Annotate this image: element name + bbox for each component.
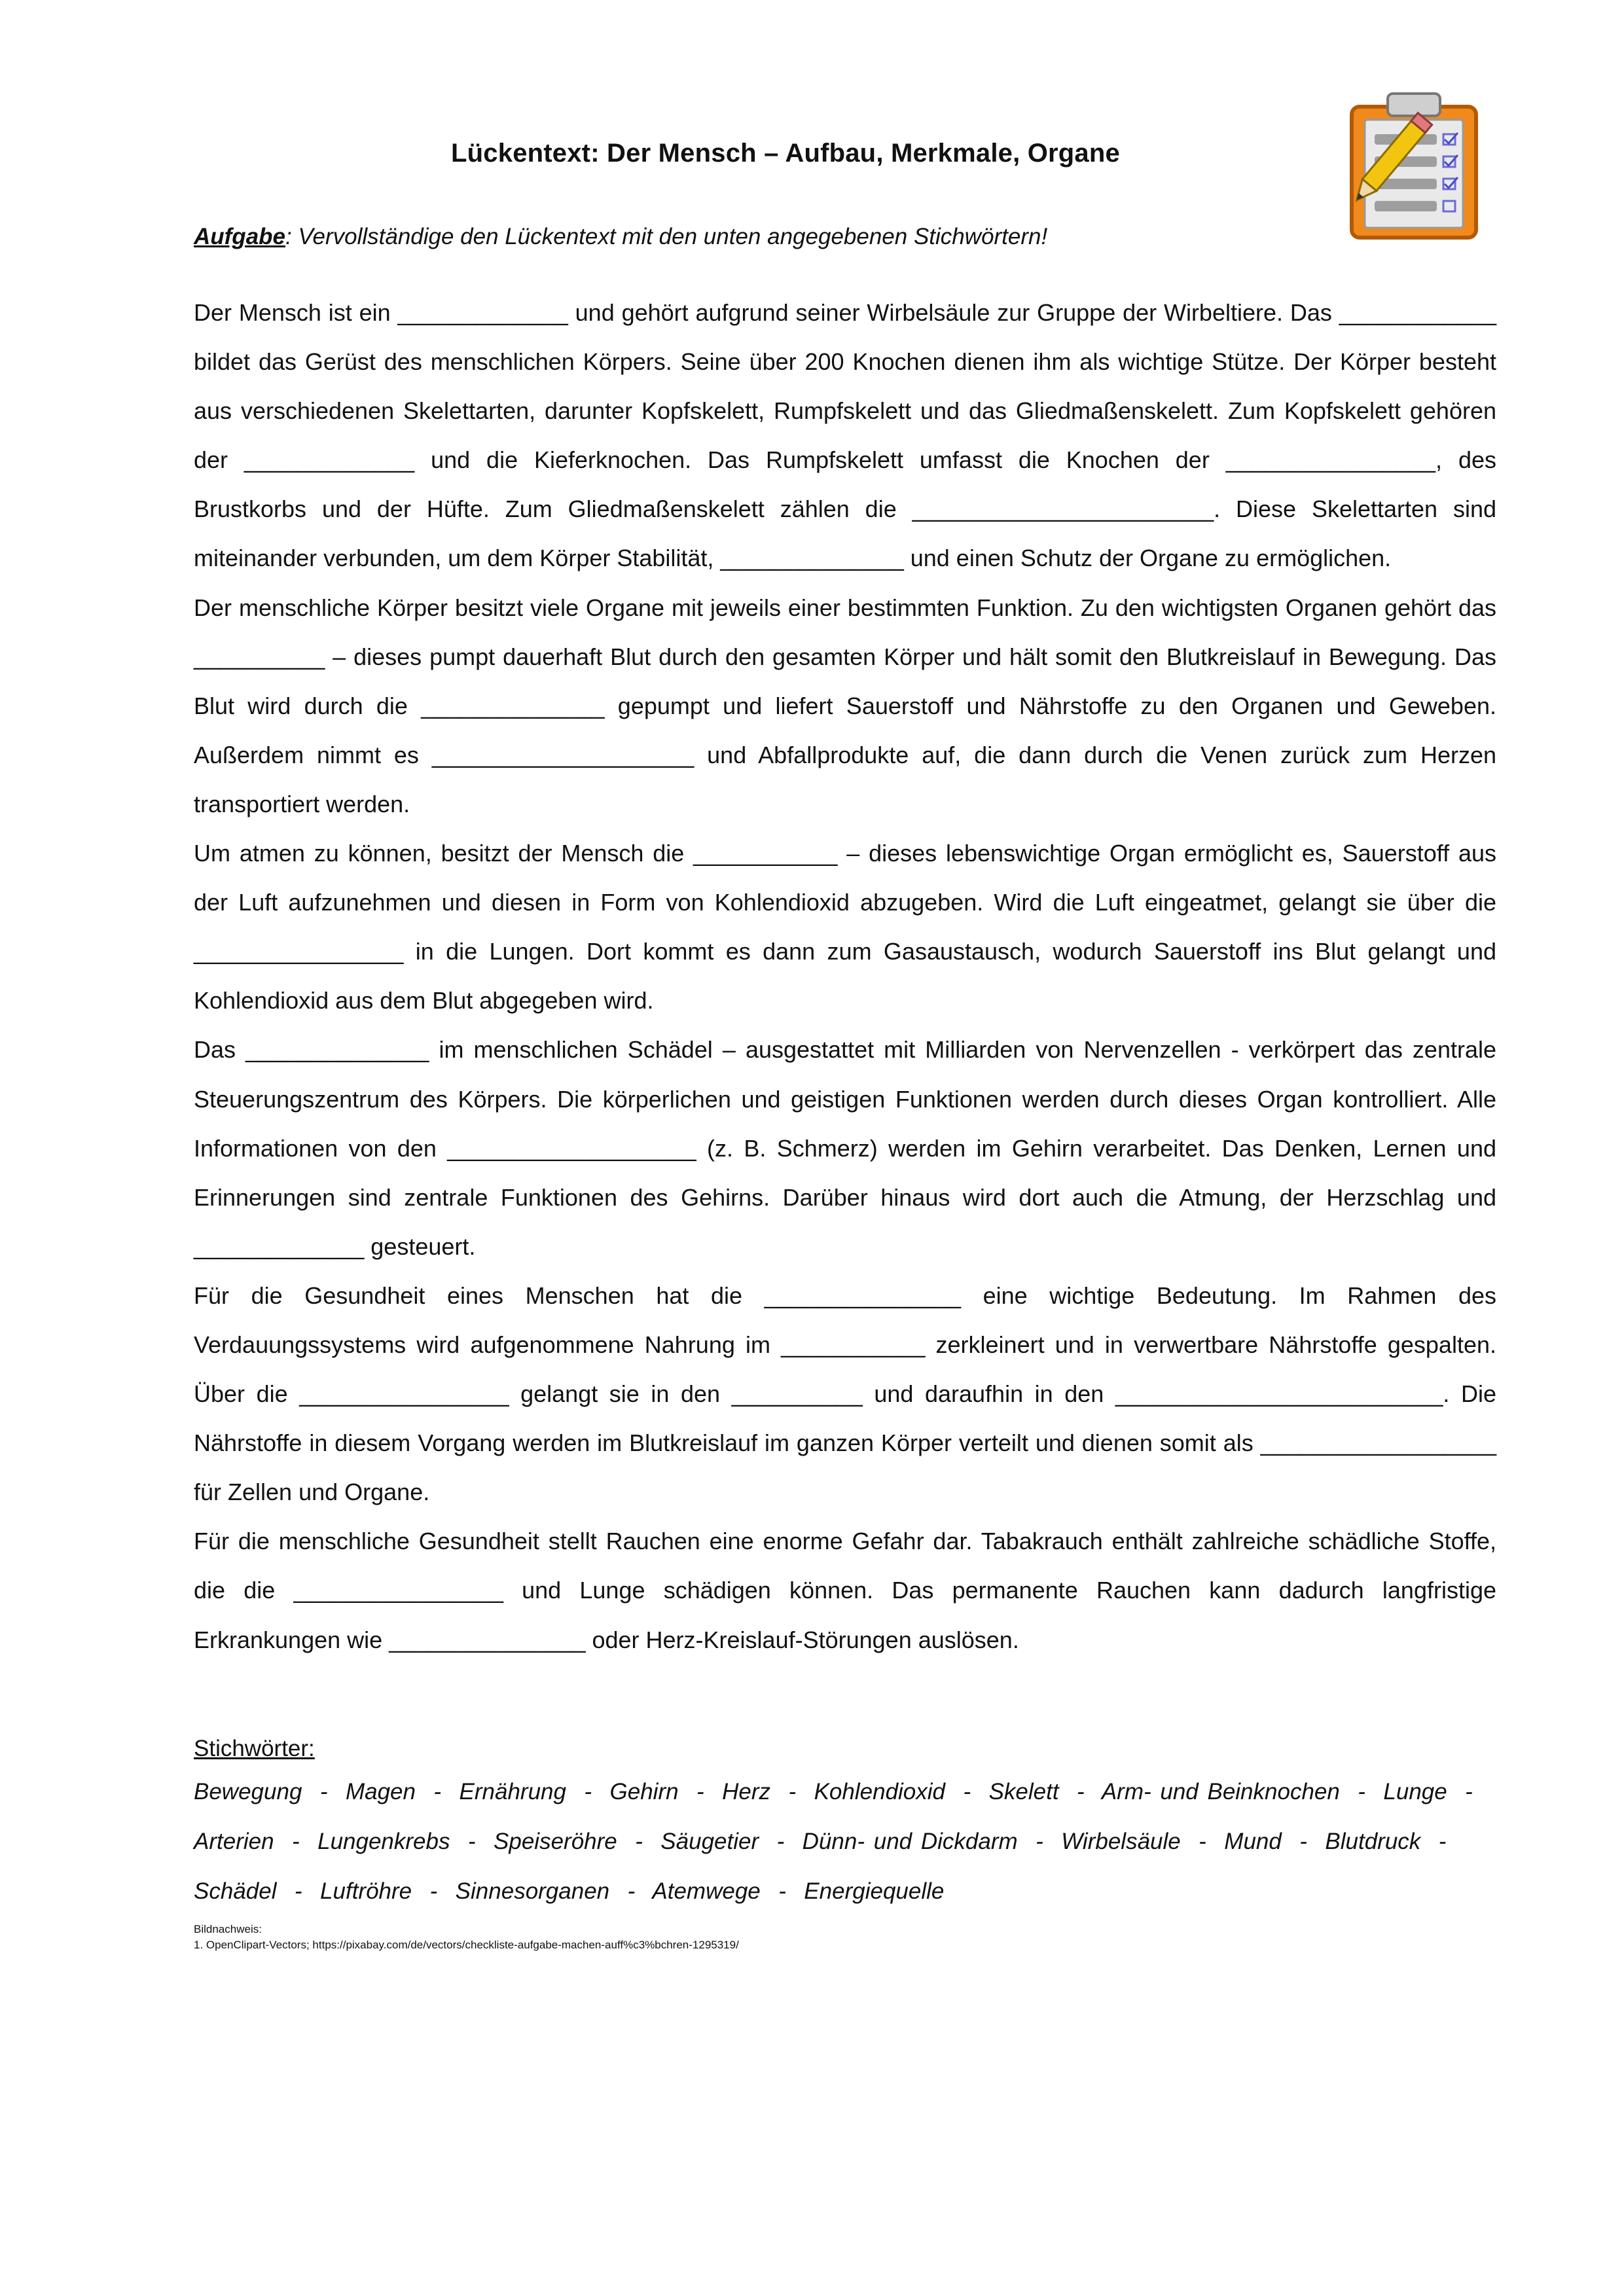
paragraph-heart: Der menschliche Körper besitzt viele Organe mit jeweils einer bestimmten Funktion. Zu den wichtigsten Organen gehört das __________ – dieses pumpt dauerhaft Blut durch den gesamten Körper und hält somit den Blutkreislauf in Bewegung. Das Blut wird durch die ______________ gepumpt und liefert Sauerstoff und Nährstoffe zu den Organen und Geweben. Außerdem nimmt es ____________________ und Abfallprodukte auf, die dann durch die Venen zurück zum Herzen transportiert werden. [194,594,1496,817]
clipboard-checklist-pencil-icon [1345,88,1496,242]
paragraph-brain: Das ______________ im menschlichen Schädel – ausgestattet mit Milliarden von Nervenzellen - verkörpert das zentrale Steuerungszentrum des Körpers. Die körperlichen und geistigen Funktionen werden durch dieses Organ kontrolliert. Alle Informationen von den ___________________ (z. B. Schmerz) werden im Gehirn verarbeitet. Das Denken, Lernen und Erinnerungen sind zentrale Funktionen des Gehirns. Darüber hinaus wird dort auch die Atmung, der Herzschlag und _____________ gesteuert. [194,1036,1496,1260]
paragraph-skeleton: Der Mensch ist ein _____________ und gehört aufgrund seiner Wirbelsäule zur Gruppe der Wirbeltiere. Das ____________ bildet das Gerüst des menschlichen Körpers. Seine über 200 Knochen dienen ihm als wichtige Stütze. Der Körper besteht aus verschiedenen Skelettarten, darunter Kopfskelett, Rumpfskelett und das Gliedmaßenskelett. Zum Kopfskelett gehören der _____________ und die Kieferknochen. Das Rumpfskelett umfasst die Knochen der ________________, des Brustkorbs und der Hüfte. Zum Gliedmaßenskelett zählen die _______________________. Diese Skelettarten sind miteinander verbunden, um dem Körper Stabilität, ______________ und einen Schutz der Organe zu ermöglichen. [194,299,1496,572]
image-credit-heading: Bildnachweis: [194,1923,262,1935]
keywords-line: Arterien - Lungenkrebs - Speiseröhre - Säugetier - Dünn- und Dickdarm - Wirbelsäule - Mund - Blutdruck - [194,1829,1447,1854]
image-credit-line: 1. OpenClipart-Vectors; https://pixabay.com/de/vectors/checkliste-aufgabe-machen-auff%c3%bchren-1295319/ [194,1939,739,1951]
paragraph-lungs: Um atmen zu können, besitzt der Mensch die ___________ – dieses lebenswichtige Organ ermöglicht es, Sauerstoff aus der Luft aufzunehmen und diesen in Form von Kohlendioxid abzugeben. Wird die Luft eingeatmet, gelangt sie über die ________________ in die Lungen. Dort kommt es dann zum Gasaustausch, wodurch Sauerstoff ins Blut gelangt und Kohlendioxid aus dem Blut abgegeben wird. [194,840,1496,1014]
keywords-heading: Stichwörter: [194,1736,315,1761]
keywords-line: Schädel - Luftröhre - Sinnesorganen - Atemwege - Energiequelle [194,1878,945,1904]
worksheet-title: Lückentext: Der Mensch – Aufbau, Merkmale, Organe [451,139,1120,168]
paragraph-digestion: Für die Gesundheit eines Menschen hat die _______________ eine wichtige Bedeutung. Im Rahmen des Verdauungssystems wird aufgenommene Nahrung im ___________ zerkleinert und in verwertbare Nährstoffe gespalten. Über die ________________ gelangt sie in den __________ und daraufhin in den _________________________. Die Nährstoffe in diesem Vorgang werden im Blutkreislauf im ganzen Körper verteilt und dienen somit als __________________ für Zellen und Organe. [194,1282,1496,1506]
task-text: : Vervollständige den Lückentext mit den unten angegebenen Stichwörtern! [285,224,1048,249]
paragraph-smoking: Für die menschliche Gesundheit stellt Rauchen eine enorme Gefahr dar. Tabakrauch enthält zahlreiche schädliche Stoffe, die die ________________ und Lunge schädigen können. Das permanente Rauchen kann dadurch langfristige Erkrankungen wie _______________ oder Herz-Kreislauf-Störungen auslösen. [194,1528,1496,1653]
task-label: Aufgabe [194,224,285,249]
gap-text [194,288,1496,1664]
task-instruction [194,224,1047,250]
keywords-line: Bewegung - Magen - Ernährung - Gehirn - Herz - Kohlendioxid - Skelett - Arm- und Beinknochen - Lunge - [194,1779,1473,1804]
keywords-list [194,1767,1503,1916]
